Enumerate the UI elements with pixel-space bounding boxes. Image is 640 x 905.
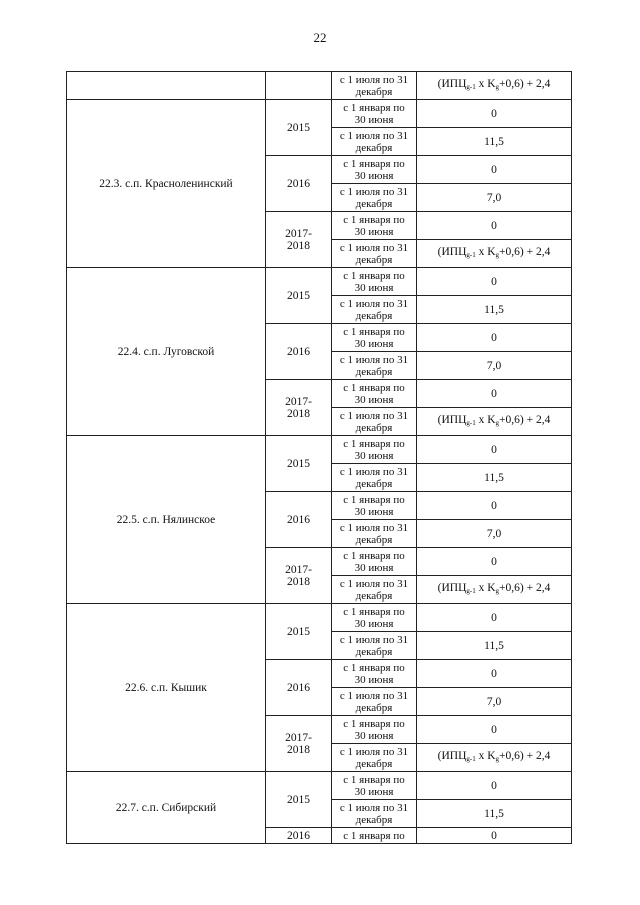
rate-cell: 0 (417, 324, 572, 352)
period-cell: с 1 января по (332, 828, 417, 844)
year-cell: 2017- 2018 (266, 380, 332, 436)
period-cell: с 1 июля по 31 декабря (332, 296, 417, 324)
table-row (67, 772, 572, 800)
rate-cell: 11,5 (417, 800, 572, 828)
period-cell: с 1 июля по 31 декабря (332, 800, 417, 828)
period-cell: с 1 июля по 31 декабря (332, 72, 417, 100)
formula-text: ($ИПЦ_{g-1}$ х $K_g+0,6) + 2,4$ (437, 246, 551, 259)
rate-cell: 0 (417, 492, 572, 520)
period-cell: с 1 июля по 31 декабря (332, 464, 417, 492)
settlement-cell: 22.5. с.п. Нялинское (67, 436, 266, 604)
period-cell: с 1 июля по 31 декабря (332, 576, 417, 604)
formula-text: ($ИПЦ_{g-1}$ х $K_g+0,6) + 2,4$ (437, 78, 551, 91)
period-cell: с 1 июля по 31 декабря (332, 184, 417, 212)
formula-text: ($ИПЦ_{g-1}$ х $K_g+0,6) + 2,4$ (437, 414, 551, 427)
settlement-cell: 22.6. с.п. Кышик (67, 604, 266, 772)
period-cell: с 1 июля по 31 декабря (332, 128, 417, 156)
rate-cell: 0 (417, 100, 572, 128)
rate-cell: 7,0 (417, 688, 572, 716)
period-cell: с 1 января по 30 июня (332, 268, 417, 296)
period-cell: с 1 января по 30 июня (332, 548, 417, 576)
rate-cell (417, 72, 572, 100)
year-cell: 2015 (266, 604, 332, 660)
rate-cell: 7,0 (417, 184, 572, 212)
period-cell: с 1 января по 30 июня (332, 604, 417, 632)
rate-cell (417, 744, 572, 772)
period-cell: с 1 января по 30 июня (332, 380, 417, 408)
settlement-cell: 22.7. с.п. Сибирский (67, 772, 266, 844)
table-row (67, 268, 572, 296)
table-row (67, 604, 572, 632)
year-cell: 2016 (266, 660, 332, 716)
rate-cell: 7,0 (417, 520, 572, 548)
formula-text: ($ИПЦ_{g-1}$ х $K_g+0,6) + 2,4$ (437, 750, 551, 763)
rate-cell: 0 (417, 716, 572, 744)
period-cell: с 1 января по 30 июня (332, 212, 417, 240)
period-cell: с 1 января по 30 июня (332, 156, 417, 184)
year-cell: 2017- 2018 (266, 212, 332, 268)
rate-cell (417, 240, 572, 268)
table-row (67, 100, 572, 128)
period-cell: с 1 июля по 31 декабря (332, 408, 417, 436)
rate-cell: 11,5 (417, 464, 572, 492)
year-cell: 2016 (266, 324, 332, 380)
settlement-cell: 22.4. с.п. Луговской (67, 268, 266, 436)
rate-cell: 11,5 (417, 128, 572, 156)
year-cell: 2016 (266, 156, 332, 212)
settlement-cell: 22.3. с.п. Красноленинский (67, 100, 266, 268)
rate-cell: 0 (417, 772, 572, 800)
rate-cell: 0 (417, 436, 572, 464)
period-cell: с 1 января по 30 июня (332, 100, 417, 128)
rate-cell: 0 (417, 380, 572, 408)
year-cell-empty (266, 72, 332, 100)
settlement-cell-empty (67, 72, 266, 100)
page-number: 22 (313, 30, 327, 45)
rate-cell: 0 (417, 604, 572, 632)
year-cell: 2017- 2018 (266, 548, 332, 604)
rate-cell: 0 (417, 212, 572, 240)
year-cell: 2016 (266, 828, 332, 844)
period-cell: с 1 января по 30 июня (332, 324, 417, 352)
rate-cell: 11,5 (417, 632, 572, 660)
year-cell: 2017- 2018 (266, 716, 332, 772)
year-cell: 2015 (266, 436, 332, 492)
year-cell: 2015 (266, 100, 332, 156)
year-cell: 2016 (266, 492, 332, 548)
period-cell: с 1 января по 30 июня (332, 436, 417, 464)
rate-cell: 11,5 (417, 296, 572, 324)
rate-cell (417, 576, 572, 604)
period-cell: с 1 июля по 31 декабря (332, 240, 417, 268)
rate-cell: 0 (417, 828, 572, 844)
period-cell: с 1 июля по 31 декабря (332, 744, 417, 772)
formula-text: ($ИПЦ_{g-1}$ х $K_g+0,6) + 2,4$ (437, 582, 551, 595)
rate-cell: 7,0 (417, 352, 572, 380)
period-cell: с 1 июля по 31 декабря (332, 520, 417, 548)
period-cell: с 1 июля по 31 декабря (332, 632, 417, 660)
year-cell: 2015 (266, 268, 332, 324)
rate-cell (417, 408, 572, 436)
period-cell: с 1 июля по 31 декабря (332, 352, 417, 380)
rate-cell: 0 (417, 548, 572, 576)
rate-cell: 0 (417, 268, 572, 296)
rate-cell: 0 (417, 660, 572, 688)
table-row (67, 436, 572, 464)
table-row (67, 72, 572, 100)
rate-cell: 0 (417, 156, 572, 184)
period-cell: с 1 января по 30 июня (332, 772, 417, 800)
year-cell: 2015 (266, 772, 332, 828)
period-cell: с 1 января по 30 июня (332, 716, 417, 744)
period-cell: с 1 января по 30 июня (332, 660, 417, 688)
period-cell: с 1 января по 30 июня (332, 492, 417, 520)
period-cell: с 1 июля по 31 декабря (332, 688, 417, 716)
tariff-table (66, 71, 572, 844)
